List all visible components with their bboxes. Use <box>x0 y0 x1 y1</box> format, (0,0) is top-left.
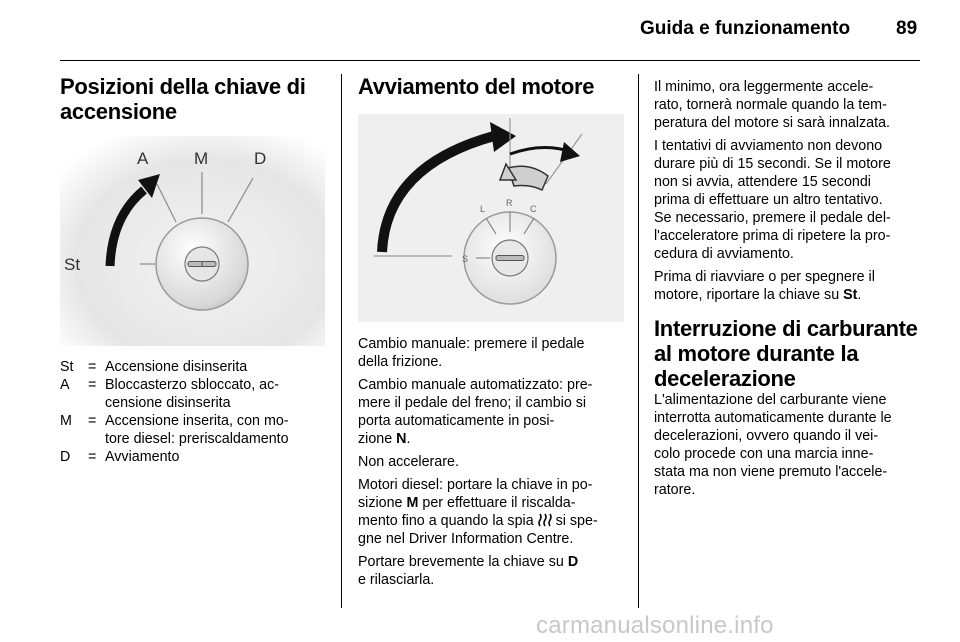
engine-start-figure <box>358 114 624 322</box>
watermark: carmanualsonline.info <box>536 612 774 639</box>
para-manual-gearbox: Cambio manuale: premere il pedale della frizione. <box>358 336 585 370</box>
label-d: D <box>254 149 267 168</box>
column-divider-1 <box>341 74 342 608</box>
section-heading-key-positions: Posizioni della chiave di accensione <box>60 74 306 124</box>
para-fuel-cutoff: L'alimentazione del carburante viene interrotta automaticamente durante le decelerazioni, ovvero quando il vei- colo procede con una marcia inne- stata ma non viene premuto l'accele- ratore. <box>654 392 892 498</box>
column-2-body <box>358 335 624 594</box>
svg-text:S: S <box>462 254 469 264</box>
svg-text:C: C <box>530 204 537 214</box>
legend-row-d: D = Avviamento <box>60 449 180 465</box>
key-position-legend <box>60 358 325 466</box>
section-heading-engine-start: Avviamento del motore <box>358 74 595 99</box>
ignition-key-icon <box>60 136 325 346</box>
column-divider-2 <box>638 74 639 608</box>
ignition-positions-figure <box>60 136 325 346</box>
svg-text:R: R <box>506 198 513 208</box>
legend-row-m: M = Accensione inserita, con mo- tore diesel: preriscaldamento <box>60 413 289 447</box>
para-idle: Il minimo, ora leggermente accele- rato, tornerà normale quando la tem- peratura del motore si sarà innalzata. <box>654 79 891 131</box>
para-restart: Prima di riavviare o per spegnere il motore, riportare la chiave su St. <box>654 269 875 303</box>
column-2 <box>358 74 624 99</box>
legend-row-a: A = Bloccasterzo sbloccato, ac- censione disinserita <box>60 377 280 411</box>
svg-text:L: L <box>480 204 486 214</box>
label-m: M <box>194 149 209 168</box>
para-no-accelerate: Non accelerare. <box>358 454 459 470</box>
label-a: A <box>137 149 149 168</box>
column-3 <box>654 78 922 504</box>
header-rule <box>60 60 920 61</box>
label-st: St <box>64 255 81 274</box>
para-start-attempts: I tentativi di avviamento non devono durare più di 15 secondi. Se il motore non si avvia, attendere 15 secondi prima di effettuare un altro tentativo. Se necessario, premere il pedale del- l'acceleratore prima di ripetere la pro- cedura di avviamento. <box>654 138 891 262</box>
legend-row-st: St = Accensione disinserita <box>60 359 248 375</box>
section-heading-fuel-cutoff: Interruzione di carburante al motore durante la decelerazione <box>654 316 918 391</box>
glow-plug-icon <box>538 513 552 527</box>
running-header-title: Guida e funzionamento <box>640 18 851 39</box>
column-1 <box>60 74 325 124</box>
para-turn-key: Portare brevemente la chiave su D e rilasciarla. <box>358 554 579 588</box>
page-number: 89 <box>896 18 918 39</box>
para-diesel: Motori diesel: portare la chiave in po- sizione M per effettuare il riscalda- mento fino a quando la spia si spe- gne nel Driver Information Centre. <box>358 477 598 547</box>
para-automated-gearbox: Cambio manuale automatizzato: pre- mere il pedale del freno; il cambio si porta automaticamente in posi- zione N. <box>358 377 593 447</box>
